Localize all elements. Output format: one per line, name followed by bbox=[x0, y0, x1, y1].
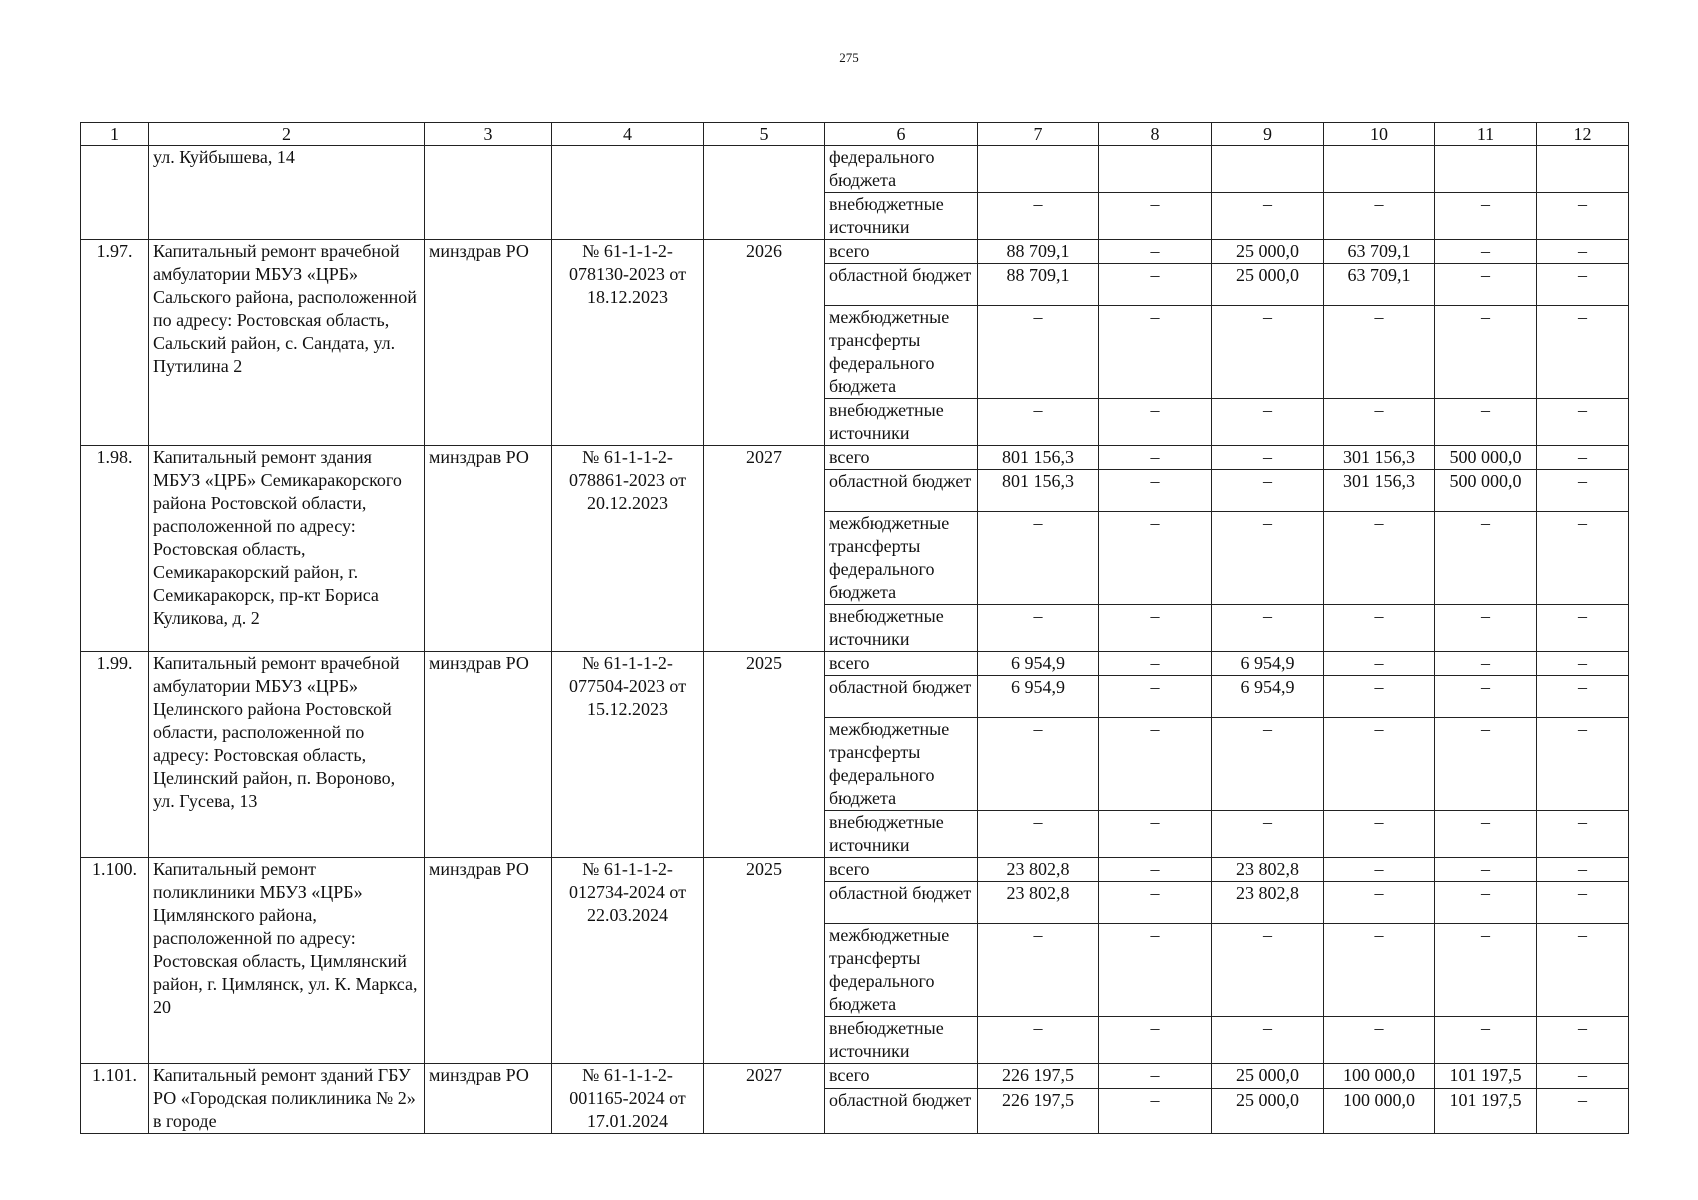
amount-cell: – bbox=[1435, 652, 1537, 676]
amount-cell: – bbox=[1324, 605, 1435, 652]
amount-cell: – bbox=[1212, 399, 1324, 446]
amount-cell: – bbox=[1099, 512, 1212, 605]
amount-cell: 226 197,5 bbox=[978, 1089, 1099, 1134]
funding-source-cell: межбюджетные трансферты федерального бюджета bbox=[825, 718, 978, 811]
amount-cell: – bbox=[1537, 1064, 1629, 1089]
amount-cell: – bbox=[1212, 193, 1324, 240]
column-header: 12 bbox=[1537, 123, 1629, 146]
amount-cell: – bbox=[1324, 718, 1435, 811]
amount-cell: – bbox=[1099, 1064, 1212, 1089]
amount-cell: – bbox=[1324, 811, 1435, 858]
object-name-cell: Капитальный ремонт здания МБУЗ «ЦРБ» Семикаракорского района Ростовской области, расположенной по адресу: Ростовская область, Семикаракорский район, г. Семикаракорск, пр-кт Бориса Куликова, д. 2 bbox=[149, 446, 425, 652]
amount-cell: – bbox=[1099, 240, 1212, 264]
amount-cell: – bbox=[1537, 811, 1629, 858]
amount-cell bbox=[1324, 146, 1435, 193]
funding-source-cell: межбюджетные трансферты федерального бюджета bbox=[825, 924, 978, 1017]
amount-cell: – bbox=[978, 718, 1099, 811]
funding-source-cell: всего bbox=[825, 858, 978, 882]
funding-source-cell: областной бюджет bbox=[825, 470, 978, 512]
amount-cell: – bbox=[1212, 718, 1324, 811]
document-cell: № 61-1-1-2-001165-2024 от 17.01.2024 bbox=[552, 1064, 704, 1134]
table-body bbox=[81, 146, 1629, 1134]
table-row bbox=[81, 240, 1629, 264]
year-cell: 2025 bbox=[704, 858, 825, 1064]
amount-cell: – bbox=[978, 399, 1099, 446]
amount-cell: – bbox=[1537, 512, 1629, 605]
item-number-cell: 1.100. bbox=[81, 858, 149, 1064]
amount-cell: 100 000,0 bbox=[1324, 1089, 1435, 1134]
year-cell: 2026 bbox=[704, 240, 825, 446]
funding-source-cell: внебюджетные источники bbox=[825, 1017, 978, 1064]
amount-cell: 801 156,3 bbox=[978, 446, 1099, 470]
amount-cell: 88 709,1 bbox=[978, 264, 1099, 306]
funding-source-cell: внебюджетные источники bbox=[825, 605, 978, 652]
amount-cell: 101 197,5 bbox=[1435, 1089, 1537, 1134]
amount-cell: – bbox=[1212, 1017, 1324, 1064]
amount-cell: – bbox=[1537, 399, 1629, 446]
amount-cell: 6 954,9 bbox=[1212, 652, 1324, 676]
column-header: 5 bbox=[704, 123, 825, 146]
column-header: 9 bbox=[1212, 123, 1324, 146]
table-row bbox=[81, 146, 1629, 193]
column-header: 1 bbox=[81, 123, 149, 146]
funding-source-cell: областной бюджет bbox=[825, 676, 978, 718]
amount-cell: – bbox=[1537, 882, 1629, 924]
amount-cell: – bbox=[1324, 676, 1435, 718]
amount-cell: – bbox=[978, 811, 1099, 858]
amount-cell: – bbox=[978, 924, 1099, 1017]
document-cell: № 61-1-1-2-012734-2024 от 22.03.2024 bbox=[552, 858, 704, 1064]
amount-cell: – bbox=[1099, 193, 1212, 240]
amount-cell: – bbox=[1435, 882, 1537, 924]
amount-cell: – bbox=[1099, 446, 1212, 470]
column-header: 3 bbox=[425, 123, 552, 146]
column-header: 4 bbox=[552, 123, 704, 146]
amount-cell: – bbox=[1099, 470, 1212, 512]
amount-cell: – bbox=[1099, 811, 1212, 858]
amount-cell: 6 954,9 bbox=[978, 652, 1099, 676]
amount-cell: – bbox=[1537, 924, 1629, 1017]
amount-cell: – bbox=[1537, 652, 1629, 676]
amount-cell: 100 000,0 bbox=[1324, 1064, 1435, 1089]
amount-cell: 23 802,8 bbox=[1212, 882, 1324, 924]
funding-source-cell: областной бюджет bbox=[825, 882, 978, 924]
amount-cell: – bbox=[1099, 676, 1212, 718]
column-header: 2 bbox=[149, 123, 425, 146]
customer-cell: минздрав РО bbox=[425, 446, 552, 652]
amount-cell: – bbox=[1099, 1089, 1212, 1134]
amount-cell: – bbox=[1212, 306, 1324, 399]
funding-source-cell: межбюджетные трансферты федерального бюджета bbox=[825, 306, 978, 399]
year-cell: 2027 bbox=[704, 446, 825, 652]
table-row bbox=[81, 1064, 1629, 1089]
funding-source-cell: всего bbox=[825, 652, 978, 676]
funding-source-cell: областной бюджет bbox=[825, 264, 978, 306]
amount-cell: 23 802,8 bbox=[978, 858, 1099, 882]
amount-cell: 101 197,5 bbox=[1435, 1064, 1537, 1089]
table-row bbox=[81, 858, 1629, 882]
amount-cell: – bbox=[1435, 240, 1537, 264]
amount-cell: – bbox=[978, 512, 1099, 605]
document-cell bbox=[552, 146, 704, 240]
amount-cell: – bbox=[1435, 924, 1537, 1017]
amount-cell: – bbox=[1212, 470, 1324, 512]
amount-cell: – bbox=[1435, 676, 1537, 718]
amount-cell: – bbox=[1435, 306, 1537, 399]
amount-cell: – bbox=[1324, 882, 1435, 924]
amount-cell: – bbox=[1212, 811, 1324, 858]
amount-cell: 23 802,8 bbox=[978, 882, 1099, 924]
amount-cell: – bbox=[1099, 605, 1212, 652]
amount-cell: – bbox=[1435, 512, 1537, 605]
amount-cell: – bbox=[1099, 399, 1212, 446]
amount-cell: – bbox=[1212, 512, 1324, 605]
amount-cell: – bbox=[1099, 1017, 1212, 1064]
amount-cell: – bbox=[1324, 652, 1435, 676]
amount-cell: – bbox=[1537, 718, 1629, 811]
amount-cell bbox=[1435, 146, 1537, 193]
amount-cell: – bbox=[1324, 399, 1435, 446]
customer-cell: минздрав РО bbox=[425, 858, 552, 1064]
amount-cell: 301 156,3 bbox=[1324, 470, 1435, 512]
object-name-cell: Капитальный ремонт врачебной амбулатории МБУЗ «ЦРБ» Сальского района, расположенной по адресу: Ростовская область, Сальский район, с. Сандата, ул. Путилина 2 bbox=[149, 240, 425, 446]
amount-cell: – bbox=[1324, 858, 1435, 882]
object-name-cell: Капитальный ремонт врачебной амбулатории МБУЗ «ЦРБ» Целинского района Ростовской области, расположенной по адресу: Ростовская область, Целинский район, п. Вороново, ул. Гусева, 13 bbox=[149, 652, 425, 858]
amount-cell: 500 000,0 bbox=[1435, 446, 1537, 470]
table-row bbox=[81, 446, 1629, 470]
budget-table bbox=[80, 122, 1629, 1134]
amount-cell bbox=[1537, 146, 1629, 193]
amount-cell: – bbox=[1099, 882, 1212, 924]
amount-cell bbox=[1212, 146, 1324, 193]
column-header: 11 bbox=[1435, 123, 1537, 146]
amount-cell: – bbox=[1324, 1017, 1435, 1064]
amount-cell: – bbox=[1435, 399, 1537, 446]
amount-cell: – bbox=[1099, 924, 1212, 1017]
column-header: 6 bbox=[825, 123, 978, 146]
funding-source-cell: внебюджетные источники bbox=[825, 399, 978, 446]
amount-cell: – bbox=[1537, 264, 1629, 306]
amount-cell: – bbox=[978, 306, 1099, 399]
amount-cell: – bbox=[978, 193, 1099, 240]
table-row bbox=[81, 652, 1629, 676]
amount-cell: 6 954,9 bbox=[1212, 676, 1324, 718]
customer-cell: минздрав РО bbox=[425, 652, 552, 858]
funding-source-cell: внебюджетные источники bbox=[825, 811, 978, 858]
amount-cell: – bbox=[1537, 1017, 1629, 1064]
amount-cell: – bbox=[1435, 193, 1537, 240]
amount-cell: 63 709,1 bbox=[1324, 264, 1435, 306]
item-number-cell: 1.99. bbox=[81, 652, 149, 858]
amount-cell: 25 000,0 bbox=[1212, 240, 1324, 264]
amount-cell bbox=[1099, 146, 1212, 193]
item-number-cell: 1.101. bbox=[81, 1064, 149, 1134]
funding-source-cell: областной бюджет bbox=[825, 1089, 978, 1134]
amount-cell: 6 954,9 bbox=[978, 676, 1099, 718]
amount-cell: – bbox=[1537, 446, 1629, 470]
item-number-cell: 1.97. bbox=[81, 240, 149, 446]
amount-cell: – bbox=[1099, 264, 1212, 306]
funding-source-cell: межбюджетные трансферты федерального бюджета bbox=[825, 512, 978, 605]
amount-cell: – bbox=[1537, 240, 1629, 264]
funding-source-cell: федерального бюджета bbox=[825, 146, 978, 193]
year-cell: 2027 bbox=[704, 1064, 825, 1134]
amount-cell: – bbox=[978, 1017, 1099, 1064]
amount-cell: 801 156,3 bbox=[978, 470, 1099, 512]
item-number-cell bbox=[81, 146, 149, 240]
item-number-cell: 1.98. bbox=[81, 446, 149, 652]
column-number-row bbox=[81, 123, 1629, 146]
customer-cell bbox=[425, 146, 552, 240]
amount-cell: – bbox=[1324, 193, 1435, 240]
amount-cell: – bbox=[1099, 306, 1212, 399]
object-name-cell: Капитальный ремонт зданий ГБУ РО «Городская поликлиника № 2» в городе bbox=[149, 1064, 425, 1134]
amount-cell: – bbox=[1537, 470, 1629, 512]
object-name-cell: ул. Куйбышева, 14 bbox=[149, 146, 425, 240]
column-header: 8 bbox=[1099, 123, 1212, 146]
funding-source-cell: всего bbox=[825, 446, 978, 470]
amount-cell: 301 156,3 bbox=[1324, 446, 1435, 470]
amount-cell: – bbox=[1099, 652, 1212, 676]
document-cell: № 61-1-1-2-077504-2023 от 15.12.2023 bbox=[552, 652, 704, 858]
amount-cell: 25 000,0 bbox=[1212, 1064, 1324, 1089]
amount-cell: – bbox=[1537, 676, 1629, 718]
amount-cell: – bbox=[1435, 605, 1537, 652]
column-header: 10 bbox=[1324, 123, 1435, 146]
amount-cell: – bbox=[1537, 193, 1629, 240]
customer-cell: минздрав РО bbox=[425, 240, 552, 446]
amount-cell: – bbox=[978, 605, 1099, 652]
amount-cell: – bbox=[1212, 924, 1324, 1017]
amount-cell bbox=[978, 146, 1099, 193]
amount-cell: – bbox=[1537, 605, 1629, 652]
amount-cell: – bbox=[1324, 306, 1435, 399]
amount-cell: – bbox=[1324, 512, 1435, 605]
document-cell: № 61-1-1-2-078130-2023 от 18.12.2023 bbox=[552, 240, 704, 446]
amount-cell: – bbox=[1435, 858, 1537, 882]
amount-cell: – bbox=[1435, 264, 1537, 306]
amount-cell: – bbox=[1435, 718, 1537, 811]
amount-cell: – bbox=[1212, 605, 1324, 652]
amount-cell: 25 000,0 bbox=[1212, 264, 1324, 306]
customer-cell: минздрав РО bbox=[425, 1064, 552, 1134]
amount-cell: – bbox=[1537, 306, 1629, 399]
amount-cell: – bbox=[1212, 446, 1324, 470]
funding-source-cell: внебюджетные источники bbox=[825, 193, 978, 240]
amount-cell: – bbox=[1099, 858, 1212, 882]
amount-cell: – bbox=[1435, 1017, 1537, 1064]
column-header: 7 bbox=[978, 123, 1099, 146]
object-name-cell: Капитальный ремонт поликлиники МБУЗ «ЦРБ» Цимлянского района, расположенной по адресу: Ростовская область, Цимлянский район, г. Цимлянск, ул. К. Маркса, 20 bbox=[149, 858, 425, 1064]
amount-cell: 63 709,1 bbox=[1324, 240, 1435, 264]
year-cell: 2025 bbox=[704, 652, 825, 858]
amount-cell: – bbox=[1324, 924, 1435, 1017]
amount-cell: 25 000,0 bbox=[1212, 1089, 1324, 1134]
page-number: 275 bbox=[839, 50, 859, 65]
amount-cell: – bbox=[1435, 811, 1537, 858]
amount-cell: 23 802,8 bbox=[1212, 858, 1324, 882]
amount-cell: – bbox=[1537, 1089, 1629, 1134]
document-cell: № 61-1-1-2-078861-2023 от 20.12.2023 bbox=[552, 446, 704, 652]
funding-source-cell: всего bbox=[825, 240, 978, 264]
amount-cell: 500 000,0 bbox=[1435, 470, 1537, 512]
funding-source-cell: всего bbox=[825, 1064, 978, 1089]
year-cell bbox=[704, 146, 825, 240]
amount-cell: – bbox=[1537, 858, 1629, 882]
amount-cell: – bbox=[1099, 718, 1212, 811]
amount-cell: 88 709,1 bbox=[978, 240, 1099, 264]
amount-cell: 226 197,5 bbox=[978, 1064, 1099, 1089]
